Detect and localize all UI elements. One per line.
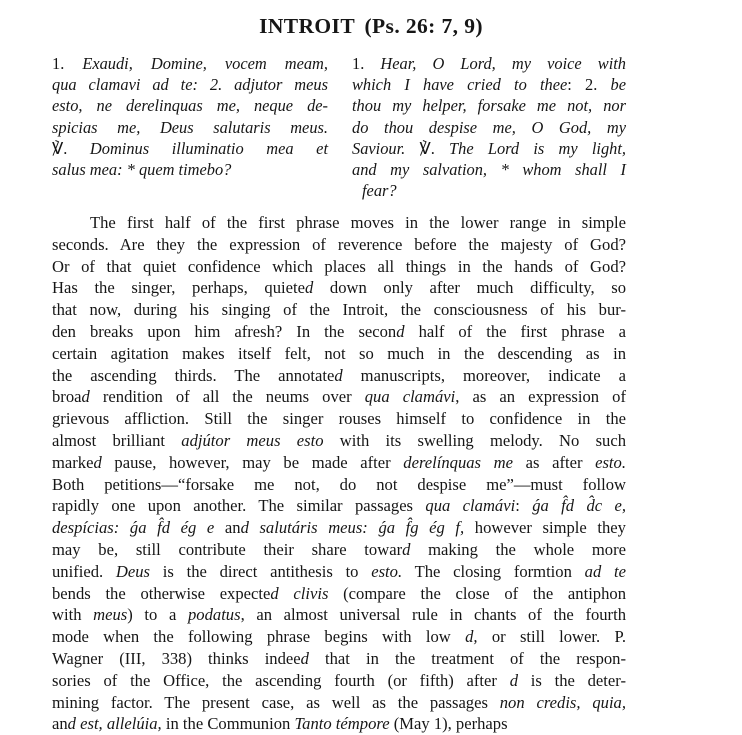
english-line: which I have cried to thee: 2. be (352, 75, 627, 95)
commentary-line: Both petitions—“forsake me not, do not despise me”—must follow (52, 474, 626, 494)
english-line: 1. Hear, O Lord, my voice with (352, 54, 627, 73)
commentary-line: The first half of the first phrase moves in the lower range in simple (90, 213, 626, 232)
title-word: INTROIT (259, 14, 355, 38)
commentary-line: mining factor. The present case, as well as the passages non credis, quia, (52, 692, 627, 712)
commentary-line: certain agitation makes itself felt, not so much in the descending as in (52, 343, 626, 363)
commentary-line: marked pause, however, may be made after derelínquas me as after esto. (52, 452, 626, 472)
psalm-reference: (Ps. 26: 7, 9) (364, 14, 483, 38)
latin-line: salus mea: * quem timebo? (52, 160, 232, 180)
commentary-line: Wagner (III, 338) thinks indeed that in the treatment of the respon- (52, 648, 627, 668)
commentary-line: rapidly one upon another. The similar passages qua clamávi: ǵa f̂d d̂c e, (52, 496, 626, 516)
commentary-line: bends the otherwise expected clivis (compare the close of the antiphon (52, 583, 626, 603)
commentary-line: may be, still contribute their share toward making the whole more (52, 539, 626, 559)
commentary-paragraph (52, 212, 626, 735)
latin-line: qua clamavi ad te: 2. adjutor meus (52, 75, 328, 95)
commentary-line: with meus) to a podatus, an almost universal rule in chants of the fourth (52, 605, 626, 625)
latin-line: spicias me, Deus salutaris meus. (52, 117, 328, 137)
english-line: fear? (362, 181, 397, 201)
english-translation-column (352, 53, 626, 201)
commentary-line: the ascending thirds. The annotated manuscripts, moreover, indicate a (52, 365, 626, 385)
english-line: do thou despise me, O God, my (352, 117, 626, 137)
latin-line: esto, ne derelinquas me, neque de- (52, 96, 328, 116)
latin-text-column (52, 53, 328, 180)
latin-line: ℣. Dominus illuminatio mea et (52, 138, 328, 158)
commentary-line: grievous affliction. Still the singer rouses himself to confidence in the (52, 409, 626, 429)
commentary-line: Has the singer, perhaps, quieted down only after much difficulty, so (52, 278, 626, 298)
commentary-line: unified. Deus is the direct antithesis to esto. The closing formtion ad te (52, 561, 626, 581)
commentary-line: and est, allelúia, in the Communion Tanto témpore (May 1), perhaps (52, 714, 508, 734)
commentary-line: Or of that quiet confidence which places all things in the hands of God? (52, 256, 626, 276)
latin-line: 1. Exaudi, Domine, vocem meam, (52, 54, 328, 73)
commentary-line: broad rendition of all the neums over qua clamávi, as an expression of (52, 387, 626, 407)
commentary-line: seconds. Are they the expression of reverence before the majesty of God? (52, 234, 626, 254)
page-title (0, 14, 742, 39)
english-line: and my salvation, * whom shall I (352, 160, 626, 180)
english-line: Saviour. ℣. The Lord is my light, (352, 138, 626, 158)
commentary-line: mode when the following phrase begins with low d, or still lower. P. (52, 627, 626, 647)
commentary-line: den breaks upon him afresh? In the second half of the first phrase a (52, 321, 626, 341)
commentary-line: almost brilliant adjútor meus esto with its swelling melody. No such (52, 430, 627, 450)
commentary-line: despícias: ǵa f̂d ég e and salutáris meus: ǵa f̂g ég f, however simple they (52, 518, 626, 538)
english-line: thou my helper, forsake me not, nor (352, 96, 626, 116)
commentary-line: that now, during his singing of the Introit, the consciousness of his bur- (52, 300, 626, 320)
commentary-line: sories of the Office, the ascending fourth (or fifth) after d is the deter- (52, 670, 626, 690)
